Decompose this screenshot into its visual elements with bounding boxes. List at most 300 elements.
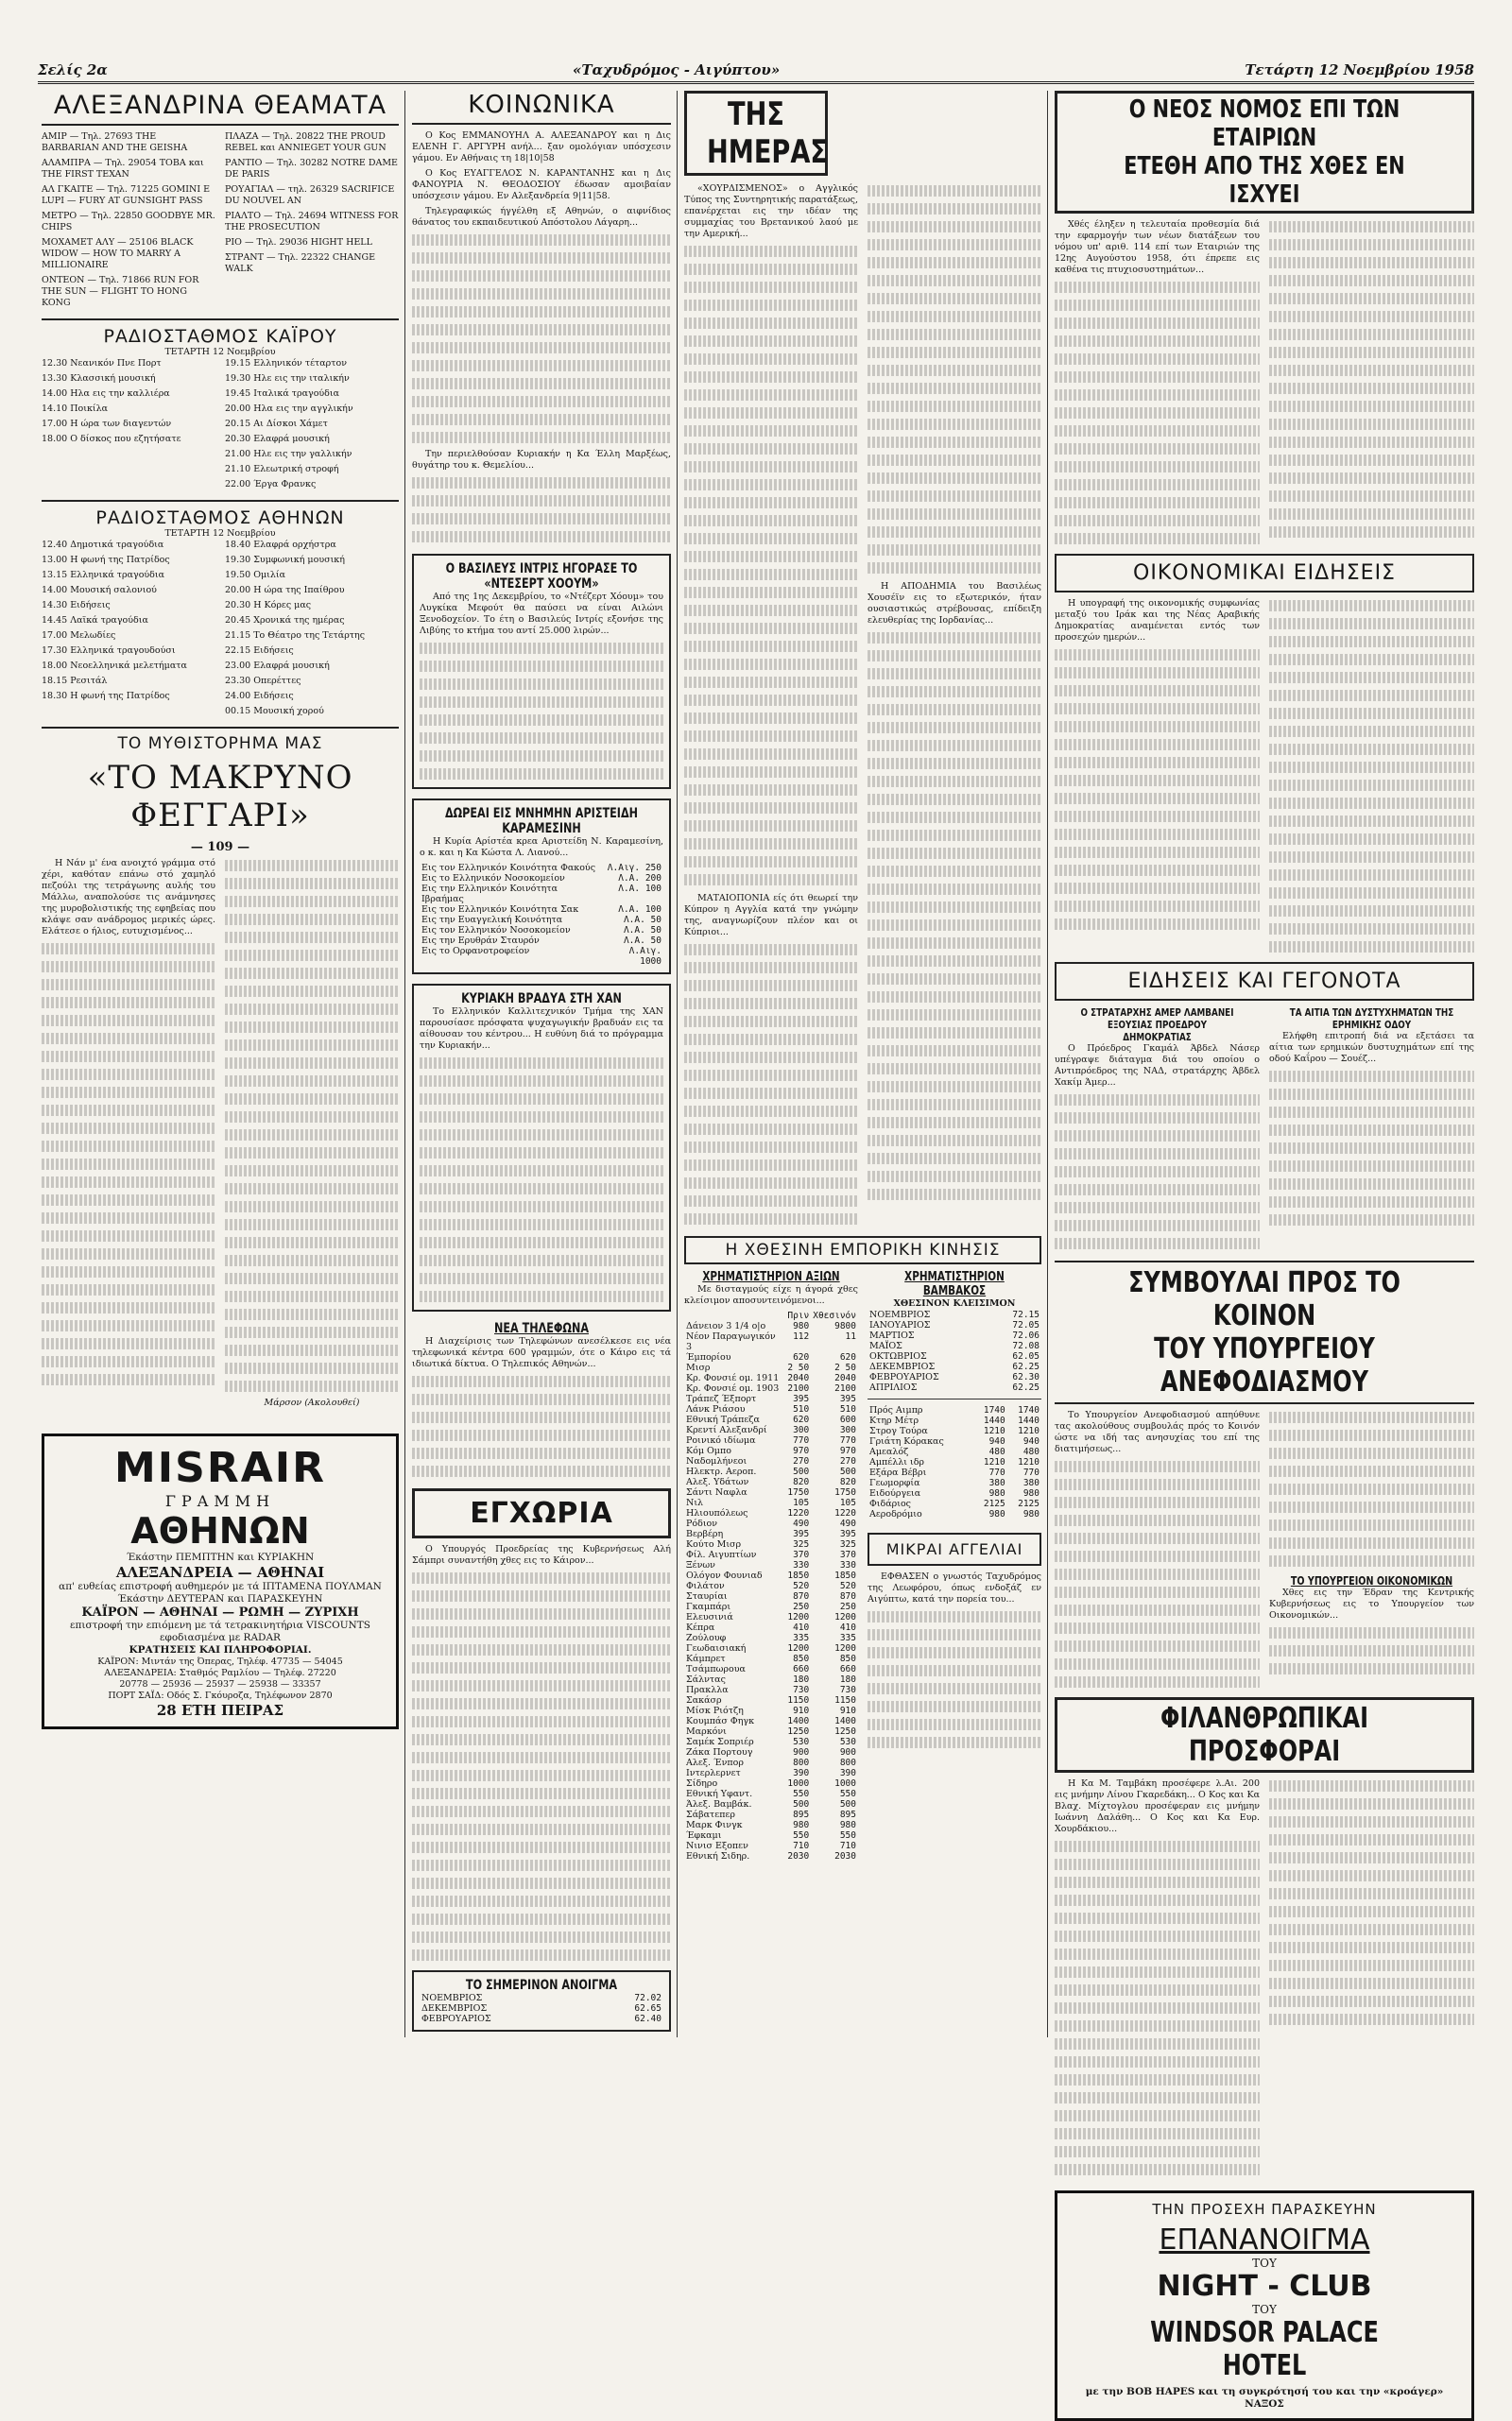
table-cell: Έμπορίου: [686, 1352, 731, 1363]
mourning-note: Την περιελθούσαν Κυριακήν η Κα Έλλη Μαρξέως, θυγάτηρ του κ. Θεμελίου...: [412, 449, 671, 471]
table-cell: Νέον Παραγωγικόν 3: [686, 1331, 776, 1352]
radio-cairo-right: [225, 358, 399, 494]
table-cell: 1850: [787, 1571, 810, 1581]
events-title: ΕΙΔΗΣΕΙΣ ΚΑΙ ΓΕΓΟΝΟΤΑ: [1127, 970, 1401, 993]
table-cell: Γριάτη Κόρακας: [869, 1436, 944, 1447]
table-cell: Ηλιουπόλεως: [686, 1508, 748, 1519]
table-cell: Στρογ Τούρα: [869, 1426, 928, 1436]
text-filler: [1055, 1459, 1260, 1690]
column-society: [412, 91, 671, 2032]
table-cell: 1850: [834, 1571, 856, 1581]
table-cell: 550: [793, 1830, 810, 1841]
cotton-row: [868, 1382, 1041, 1393]
table-cell: Νινισ Εξοπεν: [686, 1841, 748, 1851]
table-cell: 1250: [834, 1726, 856, 1737]
table-cell: 510: [793, 1404, 810, 1415]
table-cell: Κάμπρετ: [686, 1654, 726, 1664]
cinema-listing: ΡΙΑΛΤΟ — Τηλ. 24694 WITNESS FOR THE PROSECUTION: [225, 211, 399, 232]
radio-athens-title: ΡΑΔΙΟΣΤΑΘΜΟΣ ΑΘΗΝΩΝ: [95, 507, 345, 528]
share-row: [684, 1695, 858, 1706]
table-cell: Σάντι Ναφλα: [686, 1487, 747, 1498]
share-row: [684, 1446, 858, 1456]
radio-cairo-date: ΤΕΤΑΡΤΗ 12 Νοεμβρίου: [164, 347, 276, 357]
table-cell: 2100: [834, 1383, 856, 1394]
table-cell: 2 50: [787, 1363, 810, 1373]
table-cell: 62.25: [1012, 1362, 1040, 1372]
donations-box: [412, 798, 671, 974]
table-cell: Κουμπάσ Φηγκ: [686, 1716, 755, 1726]
table-cell: Πρός Αιμπρ: [869, 1405, 923, 1416]
table-cell: Ελευσινιά: [686, 1612, 733, 1623]
table-cell: ΝΟΕΜΒΡΙΟΣ: [869, 1310, 931, 1320]
table-cell: 72.05: [1012, 1320, 1040, 1331]
misrair-route-1: ΑΛΕΞΑΝΔΡΕΙΑ — ΑΘΗΝΑΙ: [115, 1564, 325, 1581]
cotton-title: ΧΡΗΜΑΤΙΣΤΗΡΙΟΝ ΒΑΜΒΑΚΟΣ: [904, 1270, 1005, 1298]
table-cell: 1210: [1018, 1457, 1040, 1468]
table-cell: 2040: [787, 1373, 810, 1383]
table-cell: 105: [839, 1498, 856, 1508]
table-cell: Μίσκ Ριότζη: [686, 1706, 744, 1716]
share-row: [684, 1571, 858, 1581]
share-row: [684, 1415, 858, 1425]
table-cell: Μισρ: [686, 1363, 711, 1373]
table-cell: 2125: [983, 1499, 1005, 1509]
share-row: [684, 1383, 858, 1394]
nightclub-advertisement: [1055, 2190, 1474, 2421]
nightclub-line: ΤΗΝ ΠΡΟΣΕΧΗ ΠΑΡΑΣΚΕΥΗΝ: [1152, 2201, 1377, 2218]
table-cell: 980: [793, 1820, 810, 1830]
table-cell: Φίλ. Αιγυπτίων: [686, 1550, 757, 1560]
table-cell: 1750: [787, 1487, 810, 1498]
econ-news-title: ΟΙΚΟΝΟΜΙΚΑΙ ΕΙΔΗΣΕΙΣ: [1133, 561, 1396, 585]
cinema-listing: ΜΕΤΡΟ — Τηλ. 22850 GOODBYE MR. CHIPS: [42, 211, 215, 232]
table-cell: Ροινικό ιδίωμα: [686, 1435, 756, 1446]
table-header-cell: Χθεσινόν: [813, 1311, 856, 1321]
radio-program-item: 18.30 Η φωνή της Πατρίδος: [42, 691, 170, 701]
column-rule: [677, 91, 678, 2037]
table-cell: 500: [793, 1799, 810, 1810]
table-cell: ΝΟΕΜΒΡΙΟΣ: [421, 1993, 483, 2003]
share-row: [684, 1519, 858, 1529]
table-cell: Εις το Ορφανοτροφείον: [421, 946, 530, 956]
text-filler: [868, 1609, 1041, 1750]
text-filler: [1269, 1069, 1474, 1228]
table-cell: Εθνική Τράπεζα: [686, 1415, 760, 1425]
table-cell: Ρόδιον: [686, 1519, 718, 1529]
serial-body: [42, 858, 399, 1413]
misrair-sub: ΓΡΑΜΜΗ: [164, 1492, 276, 1510]
share-row: [684, 1799, 858, 1810]
share-row: [684, 1363, 858, 1373]
cinema-listing: ΡΙΟ — Τηλ. 29036 HIGHT HELL: [225, 237, 372, 248]
table-cell: 335: [793, 1633, 810, 1643]
donation-row: [420, 884, 663, 904]
table-cell: Φιλάτον: [686, 1581, 725, 1591]
shares-intro: Με δισταγμούς είχε η άγορά χθες κλείσιμον αποσυντεινόμενοι...: [684, 1284, 858, 1306]
section-title-box: [684, 91, 828, 176]
radio-program-item: 14.10 Ποικίλα: [42, 404, 109, 414]
table-cell: 2030: [834, 1851, 856, 1862]
text-filler: [420, 1056, 663, 1304]
table-cell: 520: [793, 1581, 810, 1591]
text-filler: [1055, 647, 1260, 932]
table-cell: 1200: [834, 1643, 856, 1654]
news-headline: Ο ΒΑΣΙΛΕΥΣ ΙΝΤΡΙΣ ΗΓΟΡΑΣΕ ΤΟ «ΝΤΕΣΕΡΤ ΧΟΟΥΜ»: [445, 561, 638, 592]
event-text-accidents: Ελήφθη επιτροπή διά να εξετάσει τα αίτια των ερημικών δυστυχημάτων επί της οδού Καΐρου — Σουέζ...: [1269, 1031, 1474, 1064]
donation-row: [420, 904, 663, 915]
news-body: Η Διαχείρισις των Τηλεφώνων ανεσέλκεσε εις νέα τηλεφωνικά κέντρα 600 γραμμών, ότε ο Κάιρο εις τά ιδιωτικά δίκτυα. Ο Τηλεπικός Αθηνών...: [412, 1336, 671, 1369]
philanthropy-box: [1055, 1697, 1474, 1773]
donations-table: [420, 863, 663, 967]
share-row: [684, 1716, 858, 1726]
cotton-extra-table: [868, 1405, 1041, 1520]
table-cell: 870: [793, 1591, 810, 1602]
table-cell: 370: [793, 1550, 810, 1560]
radio-program-item: 19.45 Ιταλικά τραγούδια: [225, 388, 340, 399]
table-cell: Ιντερλερνετ: [686, 1768, 741, 1778]
table-cell: 390: [793, 1768, 810, 1778]
radio-program-item: 20.00 Η ώρα της Ιπαίθρου: [225, 585, 345, 595]
table-cell: 850: [839, 1654, 856, 1664]
text-filler: [1055, 280, 1260, 546]
table-cell: Ηλεκτρ. Αεροπ.: [686, 1467, 757, 1477]
society-item: Ο Κος ΕΥΑΓΓΕΛΟΣ Ν. ΚΑΡΑΝΤΑΝΗΣ και η Δις ΦΑΝΟΥΡΙΑ Ν. ΘΕΟΔΟΣΙΟΥ έδωσαν αμοιβαίαν υπόσχεσιν γάμου. Εν Αλεξανδρεία 9|11|58.: [412, 168, 671, 201]
radio-program-item: 13.00 Η φωνή της Πατρίδος: [42, 555, 170, 565]
cotton-extra-row: [868, 1436, 1041, 1447]
econ-text: Η υπογραφή της οικονομικής συμφωνίας μεταξύ του Ιράκ και της Νέας Αραβικής Δημοκρατίας αναμένεται εντός των προσεχών ημερών...: [1055, 598, 1260, 643]
nightclub-of: ΤΟΥ: [1252, 2303, 1277, 2316]
table-cell: 250: [839, 1602, 856, 1612]
table-cell: 9800: [834, 1321, 856, 1331]
table-cell: 800: [839, 1758, 856, 1768]
text-filler: [420, 641, 663, 781]
donations-intro: Η Κυρία Αρίστέα κρεα Αριστείδη Ν. Καραμεσίνη, ο κ. και η Κα Κώστα Λ. Λιανού...: [420, 836, 663, 858]
share-row: [684, 1373, 858, 1383]
share-row: [684, 1654, 858, 1664]
cinema-list-left: [42, 131, 215, 313]
table-cell: 380: [988, 1478, 1005, 1488]
table-cell: 520: [839, 1581, 856, 1591]
serial-section-title: ΤΟ ΜΥΘΙΣΤΟΡΗΜΑ ΜΑΣ: [117, 734, 323, 753]
share-row: [684, 1623, 858, 1633]
table-header: [684, 1311, 858, 1321]
table-cell: 1200: [787, 1612, 810, 1623]
share-row: [684, 1758, 858, 1768]
table-cell: Λ.Αιγ. 250: [607, 863, 662, 873]
table-cell: 910: [793, 1706, 810, 1716]
radio-program-item: 18.00 Νεοελληνικά μελετήματα: [42, 661, 187, 671]
table-cell: Λ.Α. 100: [618, 904, 662, 915]
share-row: [684, 1685, 858, 1695]
share-row: [684, 1768, 858, 1778]
table-cell: 330: [839, 1560, 856, 1571]
table-cell: Ειδούργεια: [869, 1488, 921, 1499]
day-text-2: Η ΑΠΟΔΗΜΙΑ του Βασιλέως Χουσέϊν εις το εξωτερικόν, ήταν ουσιαστικώς στρέβουσας, επίδειξη ελευθερίας της Ιορδανίας...: [868, 581, 1041, 626]
table-cell: 870: [839, 1591, 856, 1602]
text-filler: [1055, 1839, 1260, 2177]
table-cell: Σάβατεπερ: [686, 1810, 735, 1820]
table-cell: 620: [793, 1415, 810, 1425]
table-cell: 1440: [1018, 1416, 1040, 1426]
table-cell: 980: [793, 1321, 810, 1331]
text-filler: [412, 232, 671, 445]
day-text-3: ΜΑΤΑΙΟΠΟΝΙΑ είς ότι θεωρεί την Κύπρον η Αγγλία κατά την γνώμην της, αναγνωρίζουν πλέον και οι Κύπριοι...: [684, 893, 858, 937]
table-cell: 2125: [1018, 1499, 1040, 1509]
table-cell: 72.08: [1012, 1341, 1040, 1351]
table-cell: ΜΑΡΤΙΟΣ: [869, 1331, 915, 1341]
table-cell: ΔΕΚΕΜΒΡΙΟΣ: [421, 2003, 488, 2014]
misrair-line: επιστροφή την επιόμενη με τά τετρακινητήρια VISCOUNTS: [70, 1620, 370, 1631]
text-filler: [1269, 219, 1474, 540]
table-cell: Εις την Ερυθράν Σταυρόν: [421, 936, 540, 946]
table-cell: Σάλντας: [686, 1674, 726, 1685]
table-cell: Κτηρ Μέτρ: [869, 1416, 919, 1426]
table-cell: Λ.Α. 50: [623, 925, 662, 936]
lead-text: Χθές έληξεν η τελευταία προθεσμία διά την εφαρμογήν των νέων διατάξεων του νόμου υπ' αριθ. 114 επί των Εταιριών της 12ης Αυγούστου 1958, ότι έπρεπε εις καθένα τις πτυχιοσυστημάτων...: [1055, 219, 1260, 275]
table-cell: 180: [793, 1674, 810, 1685]
cinema-listings: [42, 131, 399, 313]
table-cell: 710: [839, 1841, 856, 1851]
donation-row: [420, 863, 663, 873]
table-cell: Αμπέλλι ιδρ: [869, 1457, 925, 1468]
cinema-listing: ΣΤΡΑΝΤ — Τηλ. 22322 CHANGE WALK: [225, 252, 376, 274]
column-entertainment: [42, 91, 399, 1729]
donations-headline: ΔΩΡΕΑΙ ΕΙΣ ΜΝΗΜΗΝ ΑΡΙΣΤΕΙΔΗ ΚΑΡΑΜΕΣΙΝΗ: [444, 806, 639, 836]
cotton-row: [868, 1331, 1041, 1341]
table-cell: 510: [839, 1404, 856, 1415]
radio-program-item: 18.40 Ελαφρά ορχήστρα: [225, 540, 336, 550]
share-row: [684, 1508, 858, 1519]
misrair-contact: ΑΛΕΞΑΝΔΡΕΙΑ: Σταθμός Ραμλίου — Τηλέφ. 27220: [104, 1668, 336, 1678]
share-row: [684, 1560, 858, 1571]
table-cell: 730: [793, 1685, 810, 1695]
share-row: [684, 1456, 858, 1467]
table-cell: 72.06: [1012, 1331, 1040, 1341]
table-cell: 300: [839, 1425, 856, 1435]
table-cell: 1400: [834, 1716, 856, 1726]
table-cell: Τράπεζ Έξπορτ: [686, 1394, 757, 1404]
text-filler: [412, 475, 671, 544]
share-row: [684, 1747, 858, 1758]
table-cell: 660: [793, 1664, 810, 1674]
table-cell: Εις την Ευαγγελική Κοινότητα: [421, 915, 563, 925]
table-cell: 1740: [983, 1405, 1005, 1416]
advice-text: Το Υπουργείον Ανεφοδιασμού απηύθυνε τας ακολούθους συμβουλάς πρός το Κοινόν ώστε να ιδή τας ανησυχίας του επί της διατιμήσεως...: [1055, 1410, 1260, 1454]
table-cell: 62.25: [1012, 1382, 1040, 1393]
serial-signature: Μάρσον (Ακολουθεί): [264, 1398, 360, 1408]
share-row: [684, 1529, 858, 1539]
small-ads-box: [868, 1533, 1041, 1566]
share-row: [684, 1394, 858, 1404]
advice-headline-2: ΤΟΥ ΥΠΟΥΡΓΕΙΟΥ ΑΝΕΦΟΔΙΑΣΜΟΥ: [1154, 1332, 1375, 1399]
donation-row: [420, 925, 663, 936]
table-cell: 480: [988, 1447, 1005, 1457]
table-cell: 550: [793, 1789, 810, 1799]
table-cell: Εις την Ελληνικόν Κοινότητα Ιβραήμας: [421, 884, 558, 904]
cotton-table: [868, 1310, 1041, 1393]
nightclub-name: NIGHT - CLUB: [1157, 2270, 1372, 2303]
table-cell: 660: [839, 1664, 856, 1674]
misrair-tagline: 28 ΕΤΗ ΠΕΙΡΑΣ: [156, 1702, 284, 1719]
nightclub-of: ΤΟΥ: [1252, 2257, 1277, 2270]
table-cell: 1150: [787, 1695, 810, 1706]
table-cell: Αλεξ. Ένπορ: [686, 1758, 744, 1768]
table-cell: Σίδηρο: [686, 1778, 718, 1789]
opening-row: [420, 2003, 663, 2014]
table-cell: 1200: [787, 1643, 810, 1654]
local-news: [412, 1488, 671, 1538]
radio-program-item: 23.00 Ελαφρά μουσική: [225, 661, 330, 671]
news-body: Το Ελληνικόν Καλλιτεχνικόν Τμήμα της ΧΑΝ παρουσίασε πρόσφατα ψυχαγωγικήν βραδυάν εις τα αίθουσαν του κέντρου... Η ευθύνη διά το πρόγραμμα την Κυριακήν...: [420, 1006, 663, 1051]
table-cell: 370: [839, 1550, 856, 1560]
table-cell: 330: [793, 1560, 810, 1571]
table-cell: 300: [793, 1425, 810, 1435]
table-cell: 62.65: [634, 2003, 662, 2014]
table-cell: Μαρκ Φινγκ: [686, 1820, 743, 1830]
text-filler: [1269, 1625, 1474, 1676]
radio-program-item: 19.50 Ομιλία: [225, 570, 286, 580]
table-cell: 980: [1022, 1509, 1040, 1520]
table-cell: 1440: [983, 1416, 1005, 1426]
table-cell: 850: [793, 1654, 810, 1664]
table-cell: Γεωμορφία: [869, 1478, 920, 1488]
misrair-contact: ΠΟΡΤ ΣΑΪΔ: Οδός Σ. Γκόυροζα, Τηλέφωνον 2870: [108, 1691, 333, 1701]
table-cell: 112: [793, 1331, 810, 1342]
share-row: [684, 1591, 858, 1602]
text-filler: [1055, 1092, 1260, 1251]
table-cell: Γεωδαισιακή: [686, 1643, 747, 1654]
radio-program-item: 17.30 Ελληνικά τραγουδούσι: [42, 645, 176, 656]
table-cell: 940: [1022, 1436, 1040, 1447]
share-row: [684, 1352, 858, 1363]
table-cell: 250: [793, 1602, 810, 1612]
table-cell: Σαμέκ Σοπριέρ: [686, 1737, 754, 1747]
share-row: [684, 1477, 858, 1487]
cotton-extra-row: [868, 1499, 1041, 1509]
table-cell: 395: [839, 1394, 856, 1404]
share-row: [684, 1841, 858, 1851]
donation-row: [420, 915, 663, 925]
table-cell: Έφκαμι: [686, 1830, 722, 1841]
shares-table: [684, 1311, 858, 1862]
radio-program-item: 14.45 Λαϊκά τραγούδια: [42, 615, 148, 626]
table-cell: 1150: [834, 1695, 856, 1706]
table-cell: 1400: [787, 1716, 810, 1726]
cinema-listing: ΑΛ ΓΚΑΙΤΕ — Τηλ. 71225 GOMINI E LUPI — FURY AT GUNSIGHT PASS: [42, 184, 211, 206]
table-cell: Εις το Ελληνικόν Νοσοκομείον: [421, 873, 565, 884]
table-cell: 395: [839, 1529, 856, 1539]
opening-row: [420, 1993, 663, 2003]
philanthropy-body: [1055, 1778, 1474, 2177]
column-rule: [404, 91, 405, 2037]
cinema-listing: ΡΟΥΑΓΙΑΛ — τηλ. 26329 SACRIFICE DU NOUVEL AN: [225, 184, 395, 206]
share-row: [684, 1550, 858, 1560]
share-row: [684, 1435, 858, 1446]
cinema-listing: ΠΛΑΖΑ — Τηλ. 20822 THE PROUD REBEL και ANNIEGET YOUR GUN: [225, 131, 387, 153]
opening-row: [420, 2014, 663, 2024]
share-row: [684, 1487, 858, 1498]
table-cell: Ολόγον Φουνιαδ: [686, 1571, 763, 1581]
serial-name: «ΤΟ ΜΑΚΡΥΝΟ ΦΕΓΓΑΡΙ»: [87, 759, 353, 834]
radio-program-item: 21.10 Ελεωτρική στροφή: [225, 464, 339, 474]
table-cell: 620: [793, 1352, 810, 1363]
column-rule: [1047, 91, 1048, 2037]
radio-program-item: 18.00 Ο δίσκος που εζητήσατε: [42, 434, 181, 444]
misrair-line: ΚΡΑΤΗΣΕΙΣ ΚΑΙ ΠΛΗΡΟΦΟΡΙΑΙ.: [129, 1644, 312, 1656]
nightclub-performers: με την BOB HAPES και τη συγκρότησή του και την «κροάγερ» ΝΑΞΟΣ: [1085, 2386, 1444, 2410]
opening-table: [420, 1993, 663, 2024]
share-row: [684, 1851, 858, 1862]
donation-row: [420, 873, 663, 884]
share-row: [684, 1633, 858, 1643]
table-cell: Εις τον Ελληνικόν Κοινότητα Σακ: [421, 904, 579, 915]
table-cell: 900: [793, 1747, 810, 1758]
cinema-list-right: [225, 131, 399, 313]
table-cell: Φιδάριος: [869, 1499, 911, 1509]
radio-program-item: 23.30 Οπερέττες: [225, 676, 301, 686]
lead-headline-box: [1055, 91, 1474, 214]
text-filler: [868, 630, 1041, 1202]
events-body: [1055, 1006, 1474, 1251]
radio-program-item: 14.30 Ειδήσεις: [42, 600, 111, 610]
masthead: [38, 57, 1474, 84]
cotton-row: [868, 1372, 1041, 1382]
table-cell: 270: [839, 1456, 856, 1467]
table-cell: 72.02: [634, 1993, 662, 2003]
table-cell: 980: [839, 1820, 856, 1830]
table-cell: 2030: [787, 1851, 810, 1862]
table-cell: 490: [839, 1519, 856, 1529]
shares-title: ΧΡΗΜΑΤΙΣΤΗΡΙΟΝ ΑΞΙΩΝ: [702, 1270, 840, 1284]
table-cell: 1210: [1018, 1426, 1040, 1436]
news-headline: ΝΕΑ ΤΗΛΕΦΩΝΑ: [493, 1321, 589, 1336]
table-cell: 1200: [834, 1612, 856, 1623]
table-cell: 820: [839, 1477, 856, 1487]
philanthropy-text: Η Κα Μ. Ταμβάκη προσέφερε λ.Αι. 200 εις μνήμην Λίνου Γκαρεδάκη... Ο Κος και Κα Βλαχ. Μίχτογλου προσέφεραν εις μνήμην Ιωάννη Δαλάθη... Ο Κος και Κα Ευρ. Χουρδάκιου...: [1055, 1778, 1260, 1834]
table-cell: Νιλ: [686, 1498, 704, 1508]
table-cell: ΜΑΪΟΣ: [869, 1341, 902, 1351]
table-cell: 910: [839, 1706, 856, 1716]
share-row: [684, 1467, 858, 1477]
share-row: [684, 1321, 858, 1331]
table-cell: 62.30: [1012, 1372, 1040, 1382]
cinema-listing: ΡΑΝΤΙΟ — Τηλ. 30282 NOTRE DAME DE PARIS: [225, 158, 398, 180]
table-cell: ΔΕΚΕΜΒΡΙΟΣ: [869, 1362, 936, 1372]
table-cell: 710: [793, 1841, 810, 1851]
table-cell: 500: [839, 1467, 856, 1477]
radio-program-item: 21.00 Ηλε εις την γαλλικήν: [225, 449, 352, 459]
cotton-row: [868, 1310, 1041, 1320]
newspaper-name: «Ταχυδρόμος - Αιγύπτου»: [573, 61, 781, 78]
table-cell: 980: [988, 1509, 1005, 1520]
radio-program-item: 20.45 Χρονικά της ημέρας: [225, 615, 345, 626]
table-cell: 895: [839, 1810, 856, 1820]
table-cell: Τσάμπωρουα: [686, 1664, 746, 1674]
cotton-row: [868, 1341, 1041, 1351]
table-cell: 600: [839, 1415, 856, 1425]
radio-program-item: 17.00 Μελωδίες: [42, 630, 116, 641]
econ-news-box: [1055, 554, 1474, 592]
text-filler: [684, 942, 858, 1227]
nightclub-hotel: WINDSOR PALACE HOTEL: [1150, 2316, 1379, 2382]
column-news: [1055, 91, 1474, 2421]
table-cell: Λ.Α. 200: [618, 873, 662, 884]
table-cell: 395: [793, 1529, 810, 1539]
news-king-idris: [412, 554, 671, 789]
table-cell: 2 50: [834, 1363, 856, 1373]
table-cell: Εις τον Ελληνικόν Κοινότητα Φακούς: [421, 863, 596, 873]
table-cell: Λάνκ Ριάσου: [686, 1404, 746, 1415]
